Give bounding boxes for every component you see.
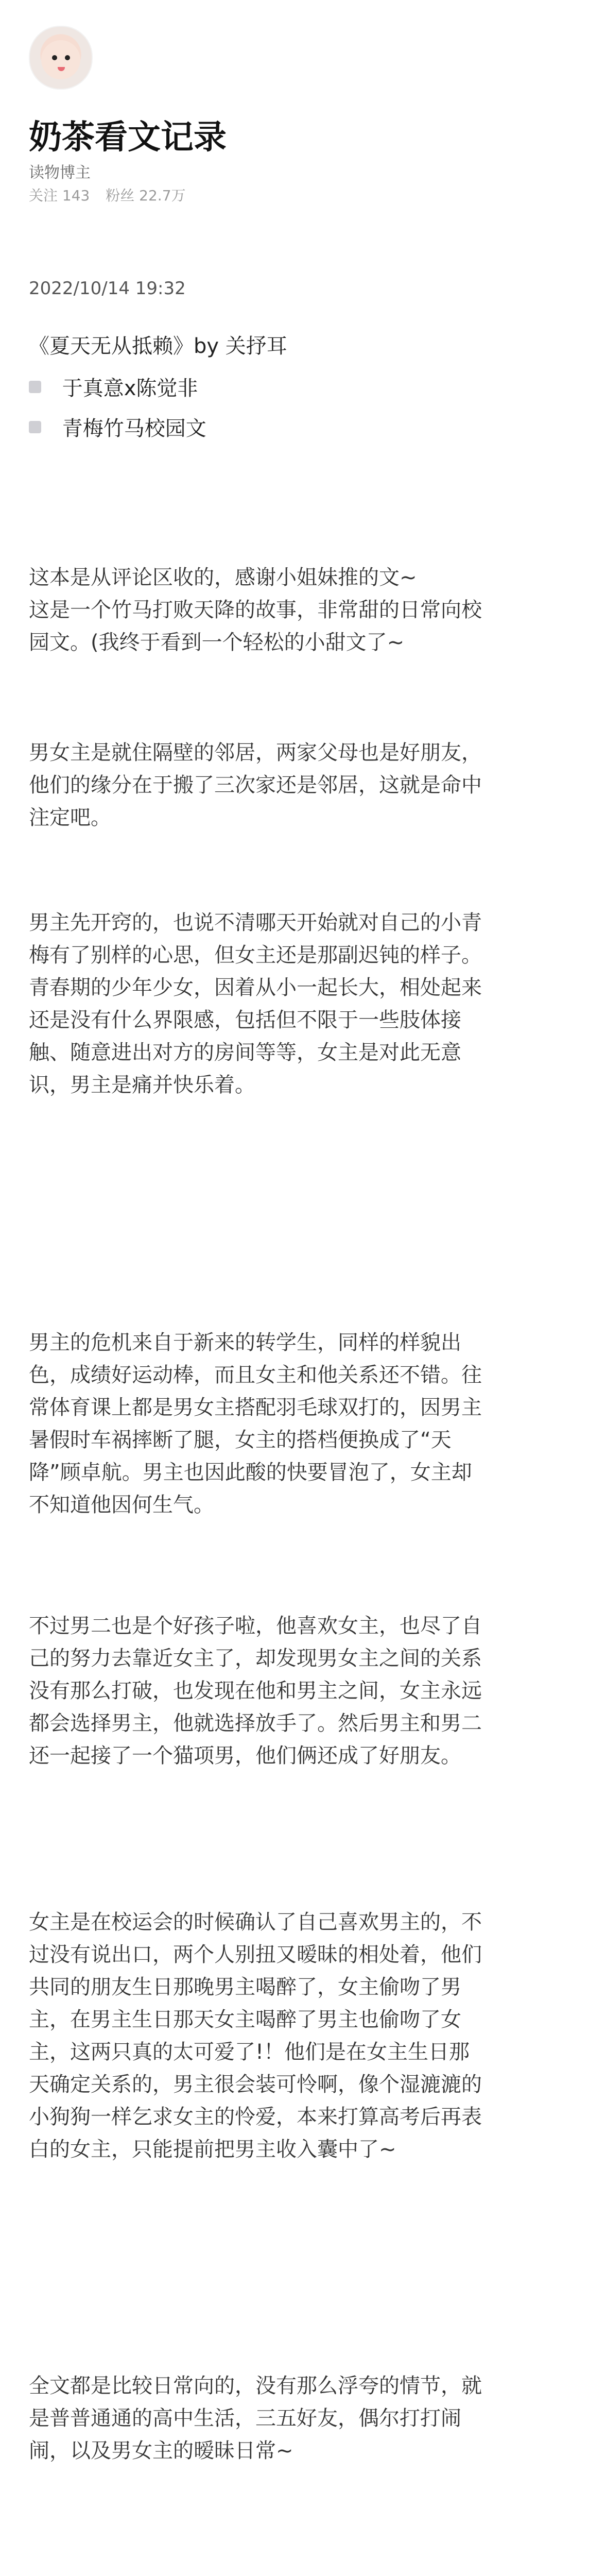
profile-name: 奶茶看文记录: [29, 118, 227, 157]
tag-item: 青梅竹马校园文: [29, 412, 206, 443]
paragraph: 男主先开窍的，也说不清哪天开始就对自己的小青 梅有了别样的心思，但女主还是那副迟钝的样子。 青春期的少年少女，因着从小一起长大，相处起来 还是没有什么界限感，包括但不限于一些肢体接 触、随意进出对方的房间等等，女主是对此无意 识，男主是痛并快乐着。: [29, 911, 482, 1097]
book-title-line: 《夏天无从抵赖》by 关抒耳: [29, 334, 287, 358]
profile-subtitle: 读物博主: [29, 164, 91, 182]
tag-item: 于真意x陈觉非: [29, 372, 198, 403]
paragraph: 女主是在校运会的时候确认了自己喜欢男主的，不 过没有说出口，两个人别扭又暧昧的相处着，他们 共同的朋友生日那晚男主喝醉了，女主偷吻了男 主，在男主生日那天女主喝醉了男主也偷吻了女 主，这两只真的太可爱了!！他们是在女主生日那 天确定关系的，男主很会装可怜啊，像个湿漉漉的 小狗狗一样乞求女主的怜爱，本来打算高考后再表 白的女主，只能提前把男主收入囊中了~: [29, 1910, 482, 2161]
paragraph: 全文都是比较日常向的，没有那么浮夸的情节，就 是普普通通的高中生活，三五好友，偶尔打打闹 闹，以及男女主的暧昧日常~: [29, 2374, 482, 2463]
avatar[interactable]: [29, 26, 93, 90]
fans-count[interactable]: 粉丝 22.7万: [106, 187, 186, 204]
bullet-square-icon: [29, 421, 41, 433]
paragraph: 男女主是就住隔壁的邻居，两家父母也是好朋友， 他们的缘分在于搬了三次家还是邻居，这就是命中 注定吧。: [29, 741, 482, 829]
follow-count[interactable]: 关注 143: [29, 187, 90, 204]
paragraph: 这本是从评论区收的，感谢小姐妹推的文~ 这是一个竹马打败天降的故事，非常甜的日常向校 园文。(我终于看到一个轻松的小甜文了~: [29, 566, 482, 654]
paragraph: 男主的危机来自于新来的转学生，同样的样貌出 色，成绩好运动棒，而且女主和他关系还不错。往 常体育课上都是男女主搭配羽毛球双打的，因男主 暑假时车祸摔断了腿，女主的搭档便换成了“天 降”顾卓航。男主也因此酸的快要冒泡了，女主却 不知道他因何生气。: [29, 1331, 482, 1517]
profile-header: [29, 21, 575, 204]
bullet-square-icon: [29, 381, 41, 393]
profile-stats: [29, 184, 197, 205]
post-date: 2022/10/14 19:32: [29, 278, 186, 299]
paragraph: 不过男二也是个好孩子啦，他喜欢女主，也尽了自 己的努力去靠近女主了，却发现男女主之间的关系 没有那么打破，也发现在他和男主之间，女主永远 都会选择男主，他就选择放手了。然后男主和男二 还一起接了一个猫项男，他们俩还成了好朋友。: [29, 1614, 482, 1768]
